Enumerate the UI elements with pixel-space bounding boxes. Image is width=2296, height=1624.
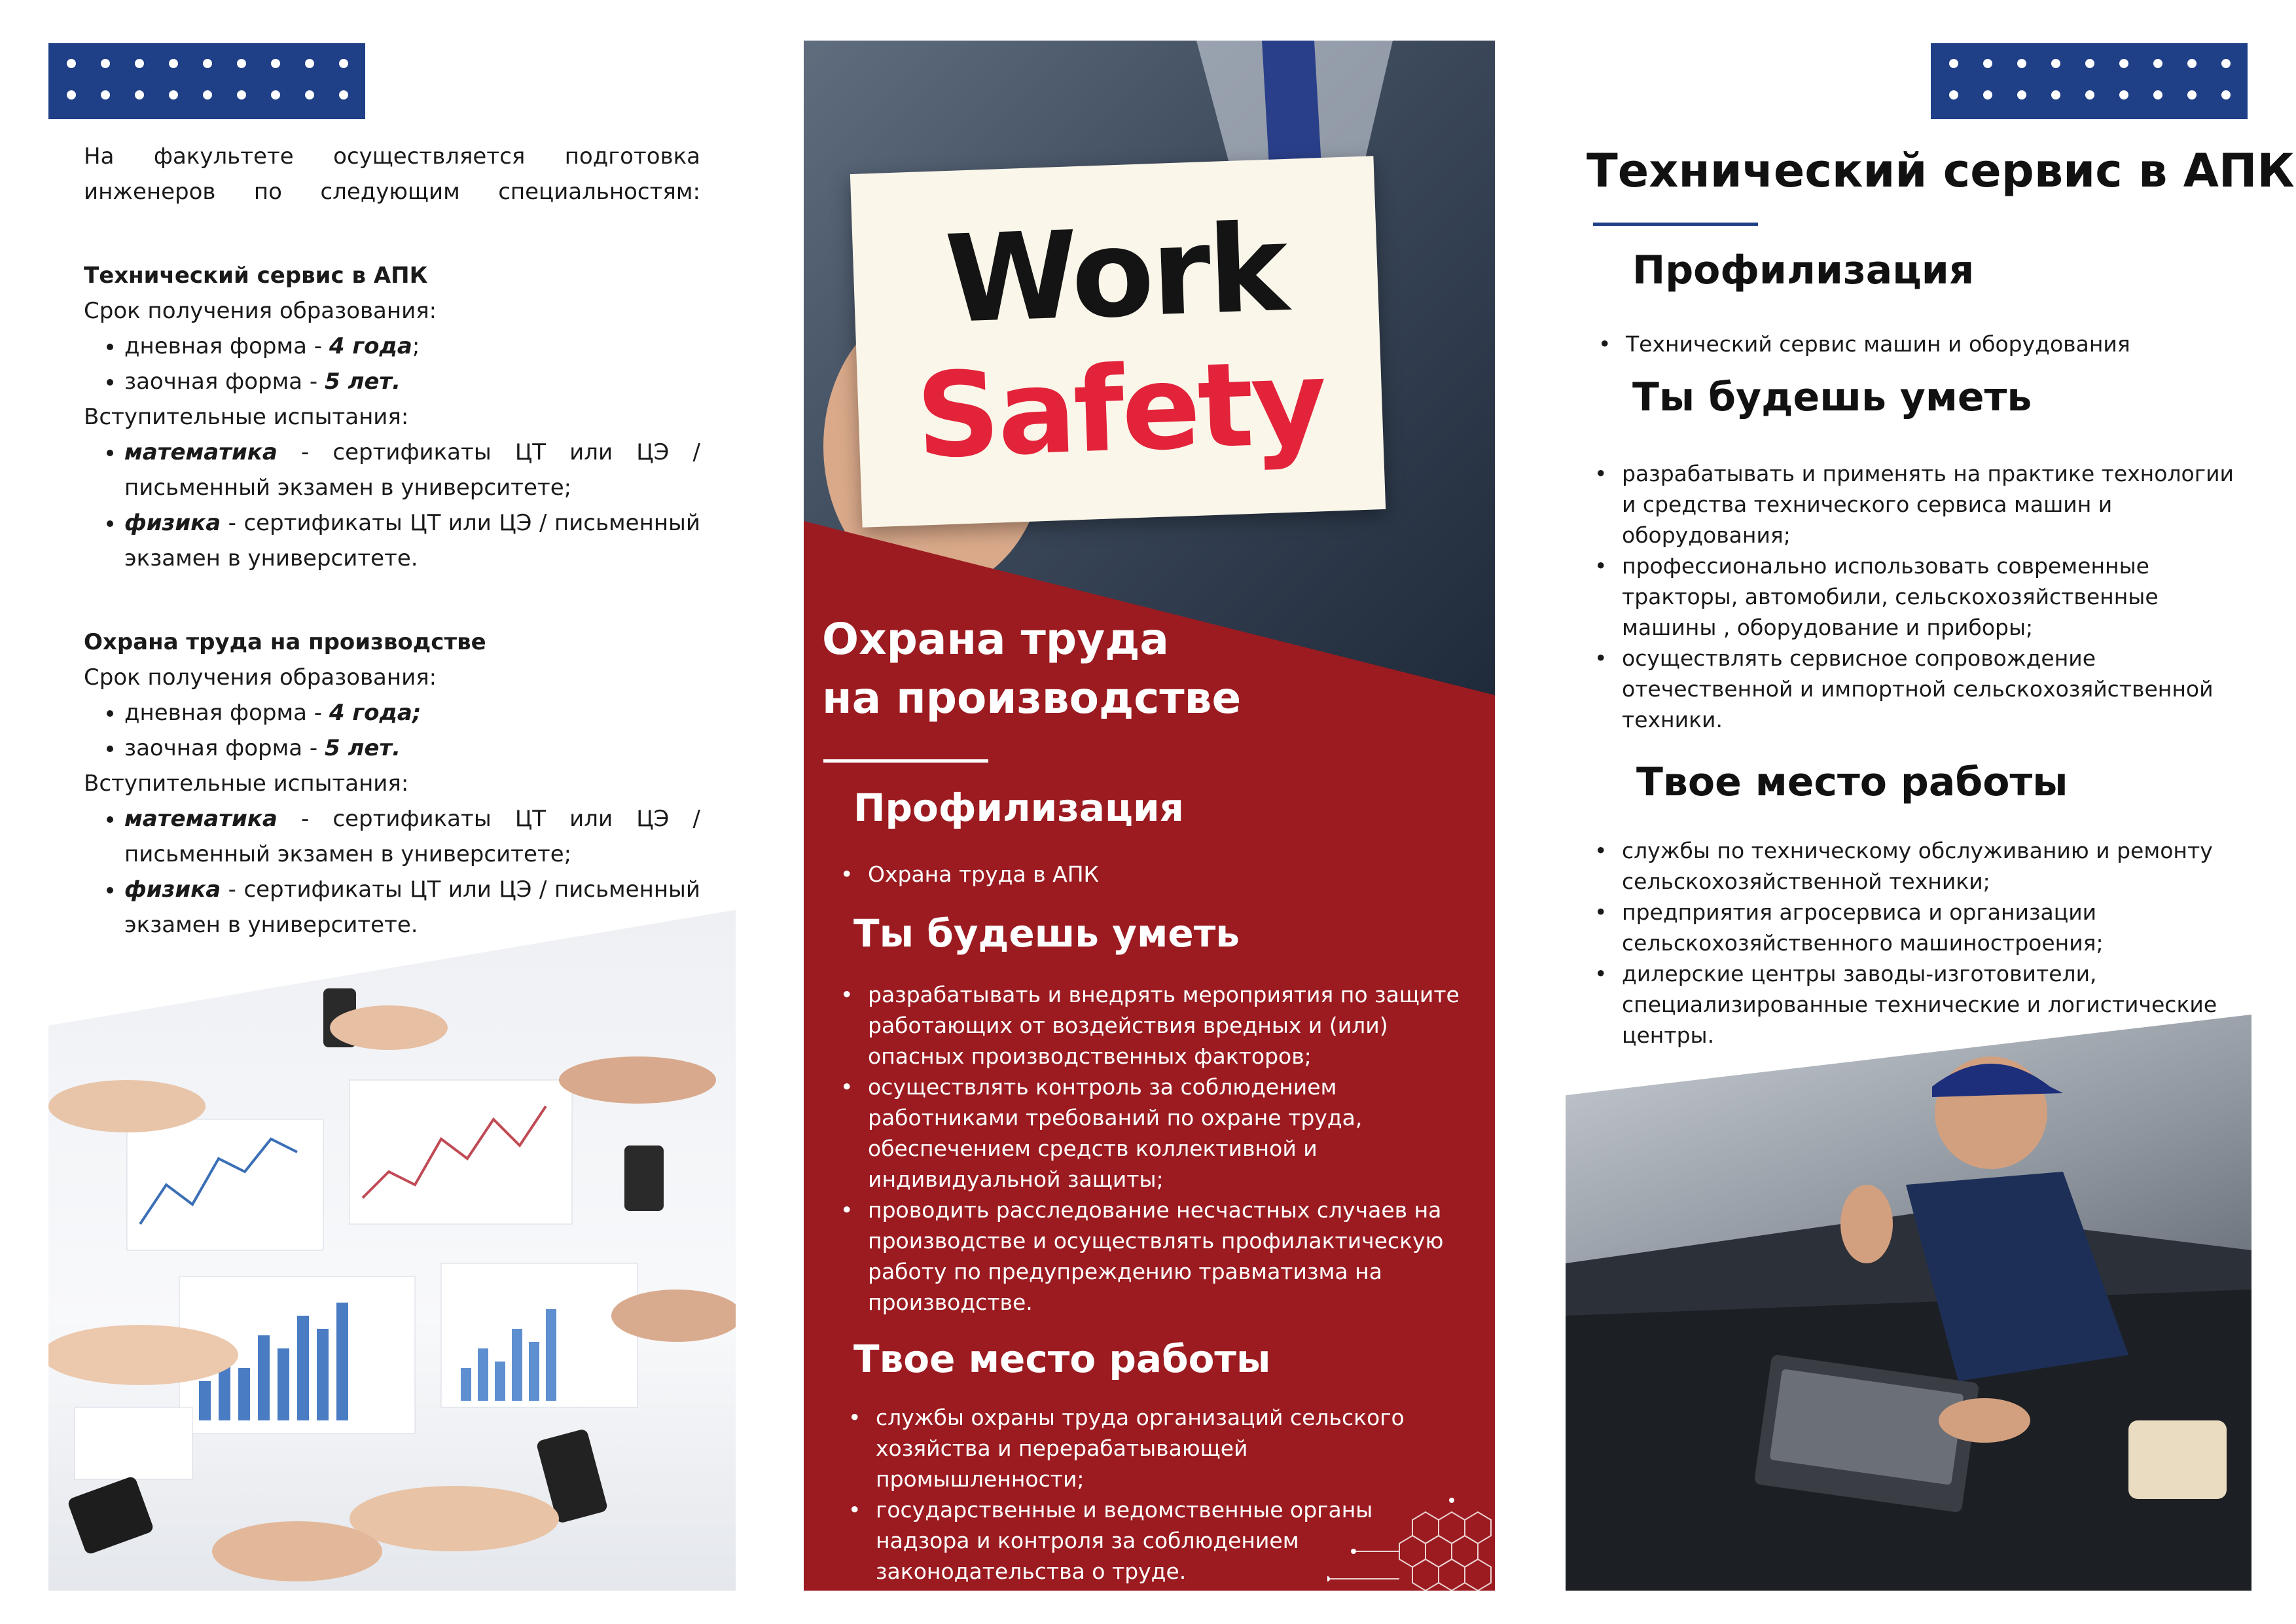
middle-title-line1: Охрана труда bbox=[822, 614, 1169, 664]
middle-skills-heading: Ты будешь уметь bbox=[853, 911, 1240, 956]
dot-icon bbox=[237, 59, 246, 68]
program2-term-label: Срок получения образования: bbox=[84, 664, 437, 691]
middle-profile-heading: Профилизация bbox=[853, 785, 1184, 830]
dot-icon bbox=[237, 90, 246, 99]
dot-icon bbox=[2187, 59, 2197, 68]
dot-icon bbox=[101, 90, 110, 99]
right-divider bbox=[1593, 223, 1758, 226]
dot-icon bbox=[101, 59, 110, 68]
dot-icon bbox=[2153, 59, 2162, 68]
business-meeting-photo bbox=[48, 910, 736, 1591]
program2-exams-list bbox=[84, 801, 700, 943]
dot-icon bbox=[2119, 59, 2128, 68]
middle-skills-list bbox=[833, 979, 1461, 1318]
list-item: • дневная форма - 4 года; bbox=[124, 695, 700, 731]
dot-icon bbox=[2221, 90, 2231, 99]
dot-icon bbox=[67, 59, 76, 68]
program2-term-list bbox=[84, 695, 700, 766]
middle-divider bbox=[823, 759, 988, 763]
dot-icon bbox=[271, 59, 280, 68]
dot-icon bbox=[2153, 90, 2162, 99]
dot-icon bbox=[203, 90, 212, 99]
dot-icon bbox=[135, 59, 144, 68]
list-item: • осуществлять контроль за соблюдением работниками требований по охране труда, обеспечением средств коллективной и индивидуальной защиты; bbox=[833, 1072, 1461, 1195]
middle-title-line2: на производстве bbox=[822, 673, 1242, 723]
dot-icon bbox=[1949, 59, 1958, 68]
right-title: Технический сервис в АПК bbox=[1587, 144, 2295, 198]
list-item: • дилерские центры заводы-изготовители, специализированные технические и логистические центры. bbox=[1588, 958, 2242, 1051]
middle-profile-list bbox=[833, 859, 1448, 890]
program1-term-label: Срок получения образования: bbox=[84, 298, 437, 324]
dot-icon bbox=[1983, 59, 1992, 68]
dot-icon bbox=[305, 59, 314, 68]
right-skills-list bbox=[1588, 458, 2242, 735]
card-work-text: Work bbox=[942, 198, 1288, 351]
dots-decoration-right bbox=[1931, 43, 2248, 119]
list-item: • разрабатывать и внедрять мероприятия по защите работающих от воздействия вредных и (или) опасных производственных факторов; bbox=[833, 979, 1461, 1072]
list-item: • разрабатывать и применять на практике технологии и средства технического сервиса машин и оборудования; bbox=[1588, 458, 2242, 550]
program1-exams-label: Вступительные испытания: bbox=[84, 404, 409, 430]
list-item: • заочная форма - 5 лет. bbox=[124, 364, 700, 399]
dot-icon bbox=[2017, 59, 2026, 68]
list-item: • осуществлять сервисное сопровождение отечественной и импортной сельскохозяйственной техники. bbox=[1588, 643, 2242, 735]
dot-icon bbox=[2085, 90, 2094, 99]
dot-icon bbox=[2221, 59, 2231, 68]
mechanic-photo bbox=[1566, 1015, 2251, 1591]
mechanic-illustration bbox=[1566, 1015, 2251, 1591]
dot-icon bbox=[2051, 59, 2060, 68]
program1-title: Технический сервис в АПК bbox=[84, 262, 428, 289]
list-item: • физика - сертификаты ЦТ или ЦЭ / письменный экзамен в университете. bbox=[124, 505, 700, 576]
program1-exams-list bbox=[84, 435, 700, 576]
dot-icon bbox=[169, 90, 178, 99]
list-item: • физика - сертификаты ЦТ или ЦЭ / письменный экзамен в университете. bbox=[124, 872, 700, 943]
dot-icon bbox=[135, 90, 144, 99]
dot-icon bbox=[305, 90, 314, 99]
list-item: • службы по техническому обслуживанию и ремонту сельскохозяйственной техники; bbox=[1588, 835, 2242, 897]
list-item: • проводить расследование несчастных случаев на производстве и осуществлять профилактическую работу по предупреждению травматизма на производстве. bbox=[833, 1195, 1461, 1318]
right-work-list bbox=[1588, 835, 2242, 1051]
intro-text: На факультете осуществляется подготовка инженеров по следующим специальностям: bbox=[84, 143, 700, 205]
right-work-heading: Твое место работы bbox=[1636, 759, 2068, 805]
program2-title: Охрана труда на производстве bbox=[84, 629, 486, 655]
list-item: • математика - сертификаты ЦТ или ЦЭ / письменный экзамен в университете; bbox=[124, 801, 700, 872]
dots-decoration-left bbox=[48, 43, 365, 119]
dot-icon bbox=[67, 90, 76, 99]
list-item: • Охрана труда в АПК bbox=[833, 859, 1448, 890]
charts-illustration bbox=[48, 910, 736, 1591]
card-safety-text: Safety bbox=[914, 334, 1327, 484]
list-item: • заочная форма - 5 лет. bbox=[124, 731, 700, 766]
list-item: • профессионально использовать современные тракторы, автомобили, сельскохозяйственные машины , оборудование и приборы; bbox=[1588, 550, 2242, 643]
dot-icon bbox=[2119, 90, 2128, 99]
dot-icon bbox=[2085, 59, 2094, 68]
list-item: • математика - сертификаты ЦТ или ЦЭ / письменный экзамен в университете; bbox=[124, 435, 700, 505]
list-item: • Технический сервис машин и оборудования bbox=[1592, 329, 2233, 359]
middle-title bbox=[822, 610, 1241, 728]
right-profile-list bbox=[1592, 329, 2233, 359]
right-skills-heading: Ты будешь уметь bbox=[1632, 374, 2032, 420]
list-item: • дневная форма - 4 года; bbox=[124, 329, 700, 364]
right-profile-heading: Профилизация bbox=[1632, 247, 1975, 293]
middle-panel bbox=[804, 41, 1495, 1591]
dot-icon bbox=[2187, 90, 2197, 99]
list-item: • предприятия агросервиса и организации сельскохозяйственного машиностроения; bbox=[1588, 897, 2242, 958]
dot-icon bbox=[169, 59, 178, 68]
middle-work-heading: Твое место работы bbox=[853, 1337, 1271, 1381]
dot-icon bbox=[339, 90, 348, 99]
left-panel-text bbox=[84, 139, 700, 943]
dot-icon bbox=[2051, 90, 2060, 99]
dot-icon bbox=[2017, 90, 2026, 99]
dot-icon bbox=[271, 90, 280, 99]
dot-icon bbox=[203, 59, 212, 68]
list-item: • государственные и ведомственные органы надзора и контроля за соблюдением законодательства о труде. bbox=[840, 1494, 1456, 1587]
dot-icon bbox=[1949, 90, 1958, 99]
list-item: • службы охраны труда организаций сельского хозяйства и перерабатывающей промышленности; bbox=[840, 1402, 1456, 1494]
dot-icon bbox=[1983, 90, 1992, 99]
work-safety-card bbox=[850, 156, 1386, 528]
program1-term-list bbox=[84, 329, 700, 399]
dot-icon bbox=[339, 59, 348, 68]
program2-exams-label: Вступительные испытания: bbox=[84, 770, 409, 797]
hexagon-pattern-icon bbox=[1327, 1494, 1495, 1591]
